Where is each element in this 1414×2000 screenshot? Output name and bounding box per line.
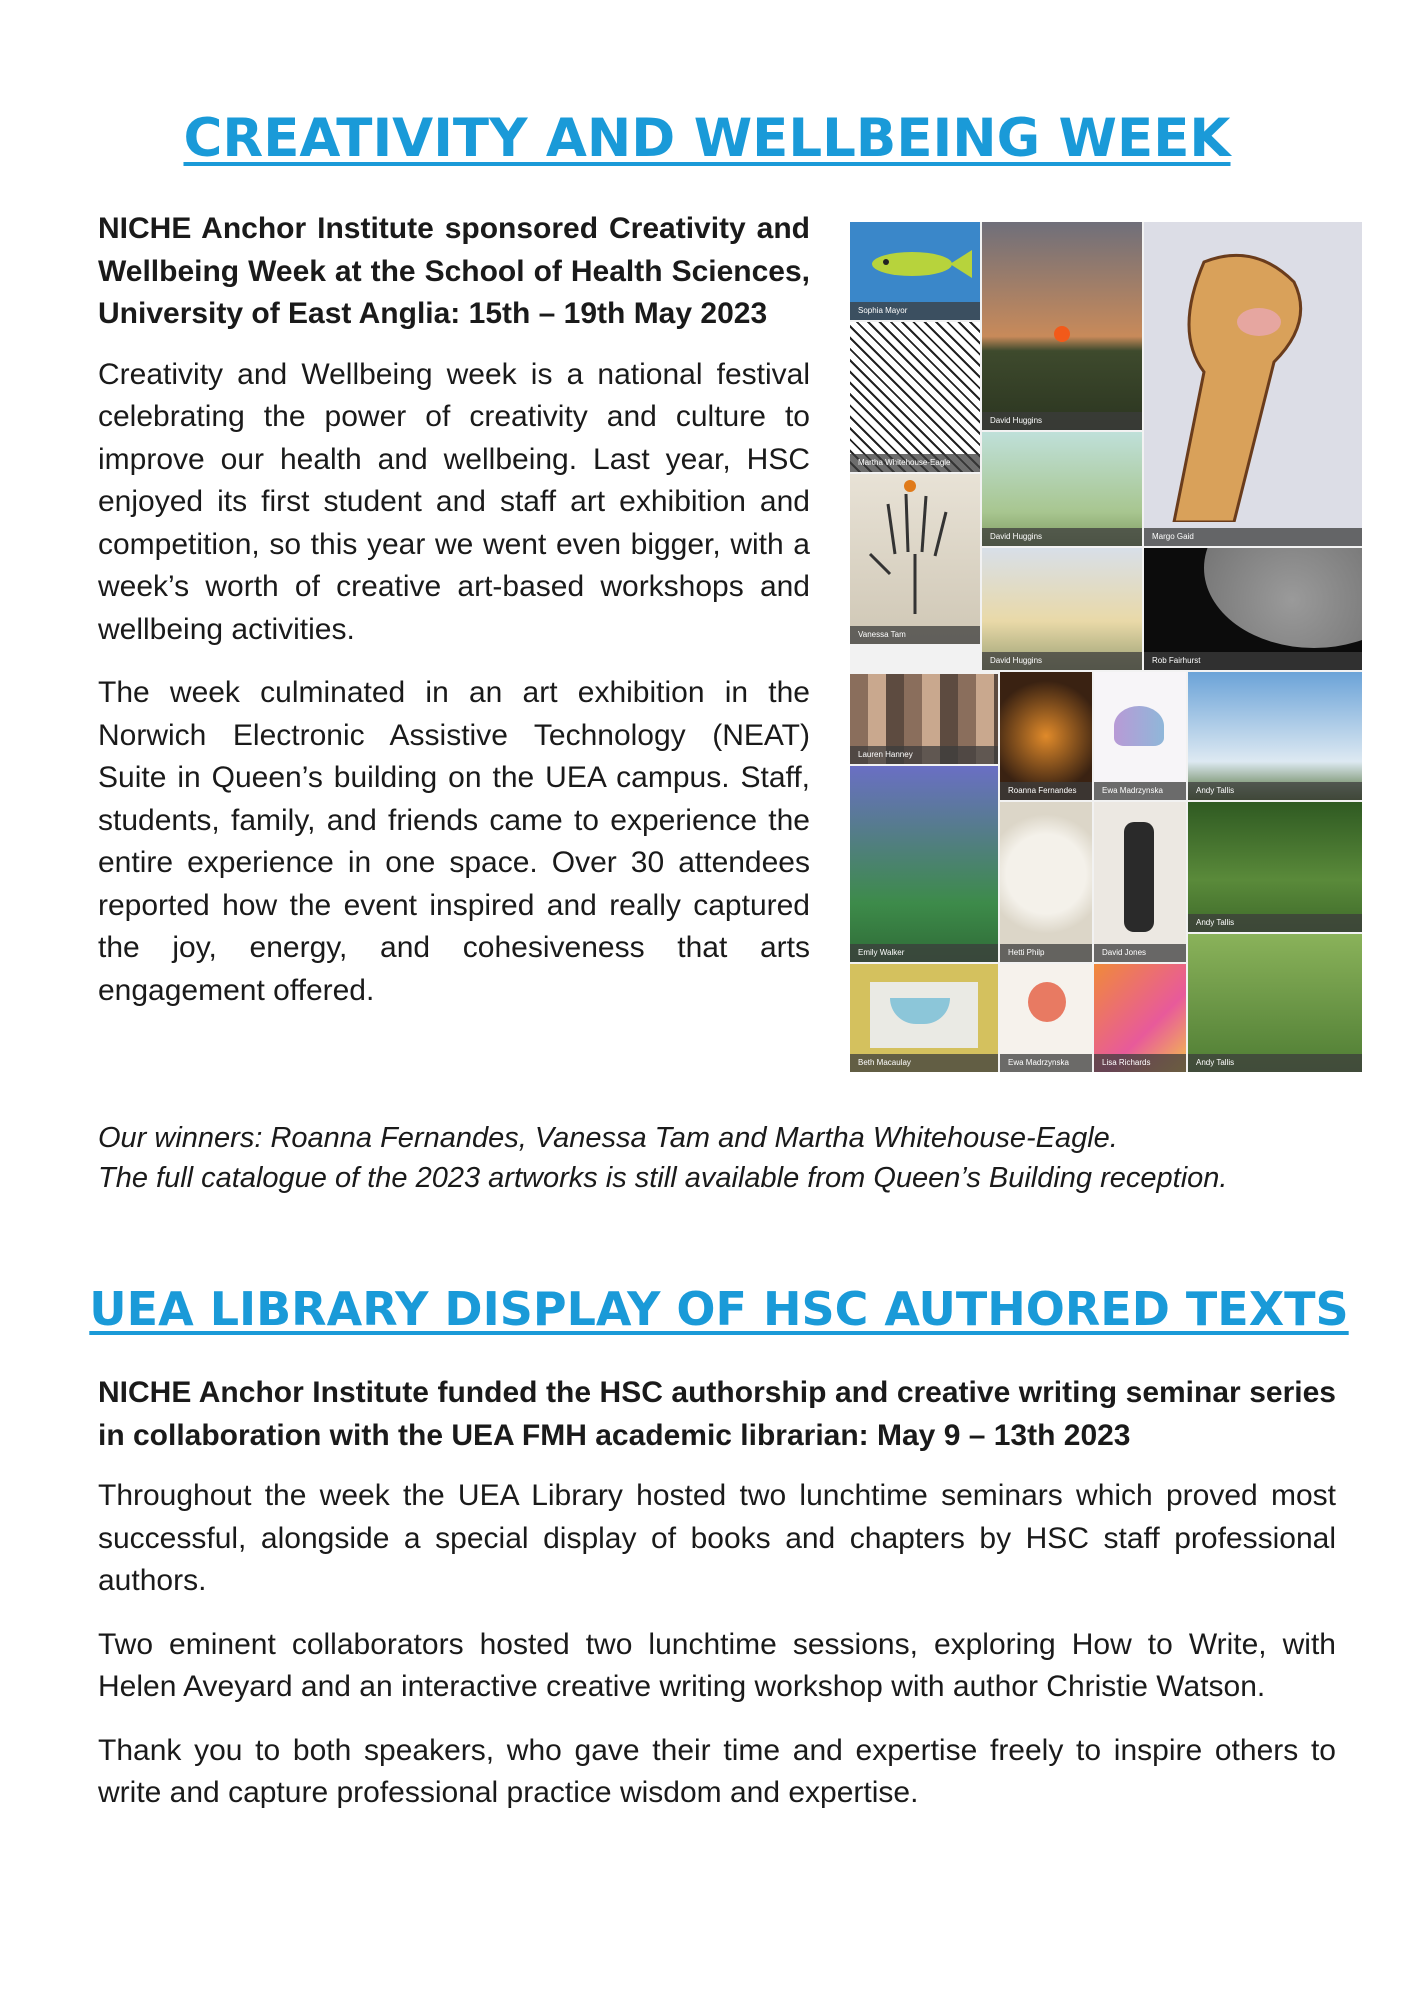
- artwork-teacup: [850, 964, 998, 1072]
- artwork-giraffe: [1144, 222, 1362, 546]
- winners-line: Our winners: Roanna Fernandes, Vanessa Tam and Martha Whitehouse-Eagle.: [98, 1122, 1118, 1154]
- artwork-sculpture: [1094, 802, 1186, 962]
- caption-rob: Rob Fairhurst: [1144, 652, 1362, 670]
- artwork-garden: [1188, 934, 1362, 1072]
- section1-lead: NICHE Anchor Institute sponsored Creativity and Wellbeing Week at the School of Health Sciences, University of East Anglia: 15th – 19th May 2023: [98, 212, 810, 330]
- section2-paragraph-1: Throughout the week the UEA Library hosted two lunchtime seminars which proved most successful, alongside a special display of books and chapters by HSC staff professional authors.: [98, 1479, 1336, 1597]
- caption-david-3: David Huggins: [982, 652, 1142, 670]
- caption-lisa: Lisa Richards: [1094, 1054, 1186, 1072]
- hand-icon: [850, 474, 980, 624]
- caption-andy-3: Andy Tallis: [1188, 1054, 1362, 1072]
- section1-paragraph-2: The week culminated in an art exhibition in the Norwich Electronic Assistive Technology (NEAT) Suite in Queen’s building on the UEA campus. Staff, students, family, and friends came to experience the entire experience in one space. Over 30 attendees reported how the event inspired and really captured the joy, energy, and cohesiveness that arts engagement offered.: [98, 676, 810, 1007]
- section1-body: [98, 208, 810, 1033]
- caption-andy-1: Andy Tallis: [1188, 782, 1362, 800]
- artwork-moon: [1144, 548, 1362, 670]
- section2-paragraph-2: Two eminent collaborators hosted two lunchtime sessions, exploring How to Write, with Helen Aveyard and an interactive creative writing workshop with author Christie Watson.: [98, 1627, 1336, 1703]
- artwork-tree-sky: [1188, 672, 1362, 800]
- section-heading-creativity: CREATIVITY AND WELLBEING WEEK: [183, 108, 1231, 169]
- section2-body: [98, 1372, 1336, 1836]
- artwork-skeleton-hand: [850, 474, 980, 644]
- caption-ewa-1: Ewa Madrzynska: [1094, 782, 1186, 800]
- artwork-birch-trees: [982, 432, 1142, 546]
- artwork-forest-path: [850, 766, 998, 962]
- caption-beth: Beth Macaulay: [850, 1054, 998, 1072]
- section2-lead: NICHE Anchor Institute funded the HSC authorship and creative writing seminar series in collaboration with the UEA FMH academic librarian: May 9 – 13th 2023: [98, 1376, 1336, 1452]
- artwork-embroidery: [1000, 802, 1092, 962]
- caption-vanessa: Vanessa Tam: [850, 626, 980, 644]
- section2-paragraph-3: Thank you to both speakers, who gave their time and expertise freely to inspire others to write and capture professional practice wisdom and expertise.: [98, 1733, 1336, 1809]
- artwork-collage: [850, 222, 1362, 1072]
- caption-ewa-2: Ewa Madrzynska: [1000, 1054, 1092, 1072]
- artwork-robin: [1000, 964, 1092, 1072]
- artwork-abstract-orange: [1094, 964, 1186, 1072]
- artwork-sunset: [982, 222, 1142, 430]
- caption-andy-2: Andy Tallis: [1188, 914, 1362, 932]
- giraffe-icon: [1144, 222, 1362, 522]
- section-heading-library: UEA LIBRARY DISPLAY OF HSC AUTHORED TEXTS: [89, 1282, 1349, 1336]
- section1-paragraph-1: Creativity and Wellbeing week is a national festival celebrating the power of creativity and culture to improve our health and wellbeing. Last year, HSC enjoyed its first student and staff art exhibition and competition, so this year we went even bigger, with a week’s worth of creative art-based workshops and wellbeing activities.: [98, 357, 810, 646]
- artwork-landscape: [982, 548, 1142, 670]
- caption-emily: Emily Walker: [850, 944, 998, 962]
- caption-roanna: Roanna Fernandes: [1000, 782, 1092, 800]
- caption-margo: Margo Gaid: [1144, 528, 1362, 546]
- artwork-tiger: [1000, 672, 1092, 800]
- caption-martha: Martha Whitehouse-Eagle: [850, 454, 980, 472]
- caption-sophia: Sophia Mayor: [850, 302, 980, 320]
- fish-icon: [850, 222, 980, 302]
- artwork-fish: [850, 222, 980, 320]
- artwork-green-trees: [1188, 802, 1362, 932]
- caption-david-jones: David Jones: [1094, 944, 1186, 962]
- artwork-figure-drawing: [850, 322, 980, 472]
- caption-david-1: David Huggins: [982, 412, 1142, 430]
- catalogue-line: The full catalogue of the 2023 artworks is still available from Queen’s Building reception.: [98, 1162, 1228, 1194]
- winners-note: [98, 1118, 1348, 1198]
- caption-david-2: David Huggins: [982, 528, 1142, 546]
- artwork-butterfly: [1094, 672, 1186, 800]
- caption-hetti: Hetti Philp: [1000, 944, 1092, 962]
- artwork-photo-grid: [850, 674, 998, 764]
- caption-lauren: Lauren Hanney: [850, 746, 998, 764]
